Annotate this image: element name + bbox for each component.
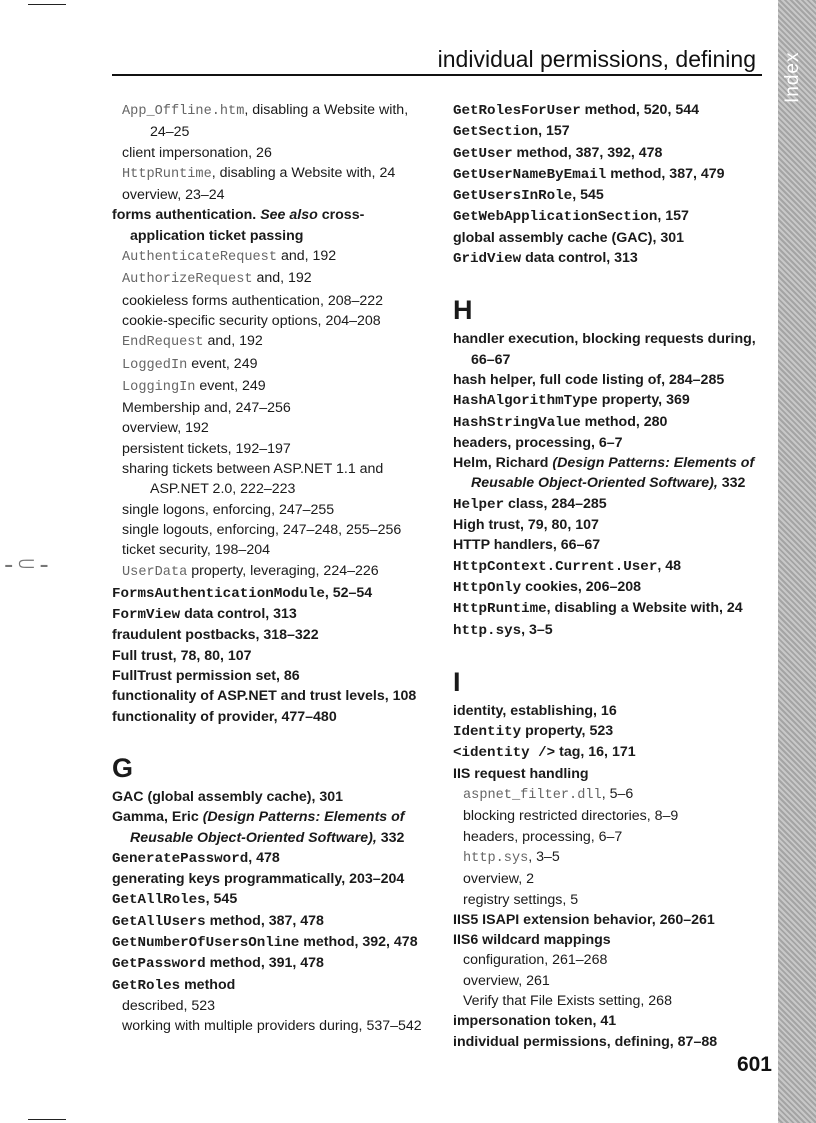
code-term: http.sys	[453, 622, 522, 639]
entry-text: headers, processing, 6–7	[453, 434, 623, 451]
index-subentry	[112, 398, 422, 418]
index-entry	[453, 100, 761, 121]
index-column-right	[453, 100, 761, 1052]
entry-text: individual permissions, defining, 87–88	[453, 1033, 718, 1050]
entry-text: working with multiple providers during, 537–542	[122, 1018, 422, 1035]
entry-text: , 157	[538, 123, 570, 140]
entry-text: overview, 192	[122, 420, 209, 437]
entry-text: single logouts, enforcing, 247–248, 255–256	[122, 521, 402, 538]
index-entry	[112, 787, 422, 807]
index-subentry	[112, 185, 422, 205]
entry-text: IIS5 ISAPI extension behavior, 260–261	[453, 911, 715, 928]
entry-text: , 157	[657, 208, 689, 225]
index-entry	[112, 911, 422, 932]
code-term: App_Offline.htm	[122, 104, 245, 119]
code-term: GetRoles	[112, 977, 181, 994]
entry-text: method	[180, 976, 236, 993]
code-term: <identity />	[453, 745, 556, 762]
entry-text: Gamma, Eric	[112, 809, 203, 826]
index-subentry	[112, 459, 422, 500]
entry-text: , 478	[248, 849, 280, 866]
code-term: HashStringValue	[453, 414, 581, 431]
index-subentry	[112, 291, 422, 311]
index-subentry	[112, 1016, 422, 1036]
entry-text: 332	[376, 829, 405, 846]
index-entry	[453, 1011, 761, 1031]
entry-text: method, 280	[580, 413, 668, 430]
code-term: FormsAuthenticationModule	[112, 585, 325, 602]
italic-text: See also	[260, 207, 318, 224]
index-entry	[453, 329, 761, 370]
entry-text: persistent tickets, 192–197	[122, 440, 291, 457]
index-subentry	[453, 784, 761, 806]
entry-text: hash helper, full code listing of, 284–285	[453, 371, 725, 388]
index-subentry	[112, 439, 422, 459]
index-subentry	[112, 331, 422, 353]
code-term: GetPassword	[112, 956, 206, 973]
entry-text: , 3–5	[528, 848, 560, 865]
entry-text: functionality of provider, 477–480	[112, 708, 337, 725]
code-term: LoggingIn	[122, 379, 196, 395]
entry-text: FullTrust permission set, 86	[112, 668, 300, 685]
entry-text: , disabling a Website with, 24–25	[150, 102, 409, 141]
entry-text: , 545	[572, 187, 604, 204]
index-subentry	[112, 311, 422, 331]
index-entry	[453, 143, 761, 164]
code-term: GetWebApplicationSection	[453, 209, 658, 226]
entry-text: cookies, 206–208	[521, 578, 642, 595]
index-subentry	[112, 100, 422, 143]
entry-text: method, 391, 478	[205, 955, 324, 972]
entry-text: Verify that File Exists setting, 268	[463, 992, 672, 1009]
index-entry	[453, 910, 761, 930]
entry-text: method, 387, 478	[205, 912, 324, 929]
entry-text: cookie-specific security options, 204–208	[122, 312, 381, 329]
entry-text: event, 249	[187, 355, 258, 372]
entry-text: , 545	[205, 891, 238, 908]
entry-text: registry settings, 5	[463, 891, 579, 908]
code-term: aspnet_filter.dll	[463, 788, 602, 804]
index-entry	[112, 975, 422, 996]
index-entry	[112, 932, 422, 953]
index-entry	[453, 598, 761, 619]
index-entry	[453, 556, 761, 577]
italic-text: (Design Patterns: Elements of Reusable Object-Oriented Software),	[130, 809, 405, 846]
entry-text: IIS request handling	[453, 765, 589, 782]
index-entry	[453, 742, 761, 763]
index-subentry	[453, 869, 761, 889]
index-entry	[112, 807, 422, 848]
code-term: http.sys	[463, 850, 529, 866]
index-subentry	[453, 806, 761, 826]
entry-text: property, leveraging, 224–226	[187, 562, 379, 579]
entry-text: data control, 313	[521, 250, 638, 267]
index-entry	[112, 889, 422, 910]
entry-text: headers, processing, 6–7	[463, 828, 623, 845]
code-term: GetNumberOfUsersOnline	[112, 934, 300, 951]
index-entry	[453, 620, 761, 641]
code-term: GetUser	[453, 145, 513, 162]
code-term: Identity	[453, 724, 522, 741]
code-term: FormView	[112, 607, 181, 624]
index-entry	[112, 205, 422, 246]
crop-mark-top	[28, 4, 66, 5]
section-letter: I	[453, 666, 461, 697]
entry-text: IIS6 wildcard mappings	[453, 932, 611, 949]
entry-text: generating keys programmatically, 203–204	[112, 871, 405, 888]
code-term: GetUserNameByEmail	[453, 166, 607, 183]
entry-text: single logons, enforcing, 247–255	[122, 501, 335, 518]
entry-text: functionality of ASP.NET and trust levels, 108	[112, 688, 417, 705]
code-term: HttpOnly	[453, 579, 522, 596]
index-entry	[112, 953, 422, 974]
code-term: LoggedIn	[122, 357, 188, 373]
code-term: AuthenticateRequest	[122, 250, 277, 266]
entry-text: property, 369	[597, 392, 690, 409]
code-term: GetUsersInRole	[453, 188, 573, 205]
index-subentry	[453, 890, 761, 910]
index-subentry	[112, 143, 422, 163]
entry-text: sharing tickets between ASP.NET 1.1 and ASP.NET 2.0, 222–223	[122, 461, 384, 498]
header-rule	[112, 74, 762, 76]
running-head: individual permissions, defining	[437, 46, 756, 72]
entry-text: method, 392, 478	[299, 933, 418, 950]
code-term: EndRequest	[122, 335, 204, 351]
page-number: 601	[736, 1053, 772, 1076]
crop-mark-bottom	[28, 1119, 66, 1120]
index-entry	[453, 453, 761, 494]
index-thumb-tab	[778, 0, 816, 1123]
index-subentry	[112, 354, 422, 376]
code-term: HttpRuntime	[453, 601, 547, 618]
index-entry	[453, 535, 761, 555]
entry-text: High trust, 79, 80, 107	[453, 517, 599, 534]
code-term: GetSection	[453, 124, 539, 141]
index-entry	[453, 433, 761, 453]
entry-text: , 48	[657, 557, 682, 574]
entry-text: identity, establishing, 16	[453, 702, 617, 719]
index-entry	[453, 164, 761, 185]
entry-text: property, 523	[521, 723, 614, 740]
code-term: GridView	[453, 251, 522, 268]
code-term: HashAlgorithmType	[453, 393, 598, 410]
entry-text: and, 192	[203, 333, 263, 350]
code-term: HttpContext.Current.User	[453, 558, 658, 575]
entry-text: cross-application ticket passing	[130, 207, 365, 244]
index-entry	[453, 390, 761, 411]
section-letter: G	[112, 752, 134, 783]
index-subentry	[112, 561, 422, 583]
entry-text: data control, 313	[180, 606, 297, 623]
entry-text: method, 520, 544	[580, 102, 699, 118]
index-entry	[453, 228, 761, 248]
entry-text: 332	[717, 475, 746, 492]
index-subentry	[453, 991, 761, 1011]
registration-mark-icon: -⸦-	[4, 550, 49, 580]
entry-text: tag, 16, 171	[555, 744, 636, 761]
index-entry	[112, 604, 422, 625]
index-entry	[453, 701, 761, 721]
entry-text: Helm, Richard	[453, 455, 553, 472]
index-entry	[453, 930, 761, 950]
italic-text: (Design Patterns: Elements of Reusable Object-Oriented Software),	[471, 455, 755, 492]
index-entry	[112, 848, 422, 869]
code-term: Helper	[453, 496, 505, 513]
entry-text: impersonation token, 41	[453, 1013, 617, 1030]
index-subentry	[453, 827, 761, 847]
code-term: UserData	[122, 564, 188, 580]
entry-text: forms authentication.	[112, 207, 261, 224]
index-entry	[112, 869, 422, 889]
index-entry	[112, 686, 422, 706]
index-subentry	[112, 246, 422, 268]
thumb-tab-label: Index	[782, 51, 803, 103]
index-subentry	[112, 268, 422, 290]
code-term: GetAllRoles	[112, 892, 206, 909]
entry-text: HTTP handlers, 66–67	[453, 537, 601, 554]
entry-text: global assembly cache (GAC), 301	[453, 229, 685, 246]
index-entry	[453, 1032, 761, 1052]
index-subentry	[112, 520, 422, 540]
entry-text: overview, 261	[463, 972, 550, 989]
entry-text: , 3–5	[521, 621, 553, 638]
index-entry	[453, 494, 761, 515]
entry-text: fraudulent postbacks, 318–322	[112, 627, 319, 644]
code-term: HttpRuntime	[122, 166, 212, 182]
index-entry	[112, 583, 422, 604]
section-letter: H	[453, 295, 473, 326]
index-entry	[112, 625, 422, 645]
index-subentry	[112, 500, 422, 520]
entry-text: overview, 23–24	[122, 187, 225, 204]
index-entry	[453, 248, 761, 269]
index-entry	[453, 370, 761, 390]
index-entry	[112, 707, 422, 727]
entry-text: GAC (global assembly cache), 301	[112, 788, 344, 805]
index-subentry	[112, 996, 422, 1016]
entry-text: , disabling a Website with, 24	[546, 600, 743, 617]
code-term: GeneratePassword	[112, 850, 249, 867]
entry-text: event, 249	[195, 377, 266, 394]
index-subentry	[112, 540, 422, 560]
entry-text: , disabling a Website with, 24	[211, 164, 396, 181]
entry-text: blocking restricted directories, 8–9	[463, 808, 679, 825]
index-column-left	[112, 100, 422, 1036]
entry-text: handler execution, blocking requests during, 66–67	[453, 331, 756, 368]
entry-text: and, 192	[252, 270, 312, 287]
index-entry	[453, 515, 761, 535]
entry-text: method, 387, 479	[606, 165, 725, 182]
index-entry	[453, 185, 761, 206]
index-entry	[453, 764, 761, 784]
index-entry	[453, 577, 761, 598]
index-subentry	[112, 163, 422, 185]
index-entry	[453, 721, 761, 742]
entry-text: method, 387, 392, 478	[512, 144, 663, 161]
entry-text: cookieless forms authentication, 208–222	[122, 292, 384, 309]
index-entry	[453, 121, 761, 142]
entry-text: Membership and, 247–256	[122, 400, 291, 417]
index-entry	[453, 206, 761, 227]
code-term: GetRolesForUser	[453, 103, 581, 119]
entry-text: overview, 2	[463, 871, 534, 888]
entry-text: client impersonation, 26	[122, 144, 272, 161]
index-subentry	[453, 950, 761, 970]
entry-text: , 52–54	[324, 584, 373, 601]
code-term: AuthorizeRequest	[122, 272, 253, 288]
entry-text: Full trust, 78, 80, 107	[112, 647, 252, 664]
entry-text: configuration, 261–268	[463, 952, 608, 969]
index-subentry	[453, 847, 761, 869]
entry-text: and, 192	[277, 248, 337, 265]
code-term: GetAllUsers	[112, 913, 206, 930]
entry-text: ticket security, 198–204	[122, 542, 270, 559]
entry-text: , 5–6	[601, 786, 634, 803]
index-entry	[112, 646, 422, 666]
index-subentry	[453, 971, 761, 991]
index-subentry	[112, 376, 422, 398]
index-subentry	[112, 418, 422, 438]
index-entry	[112, 666, 422, 686]
entry-text: class, 284–285	[504, 495, 607, 512]
index-entry	[453, 412, 761, 433]
entry-text: described, 523	[122, 997, 216, 1014]
